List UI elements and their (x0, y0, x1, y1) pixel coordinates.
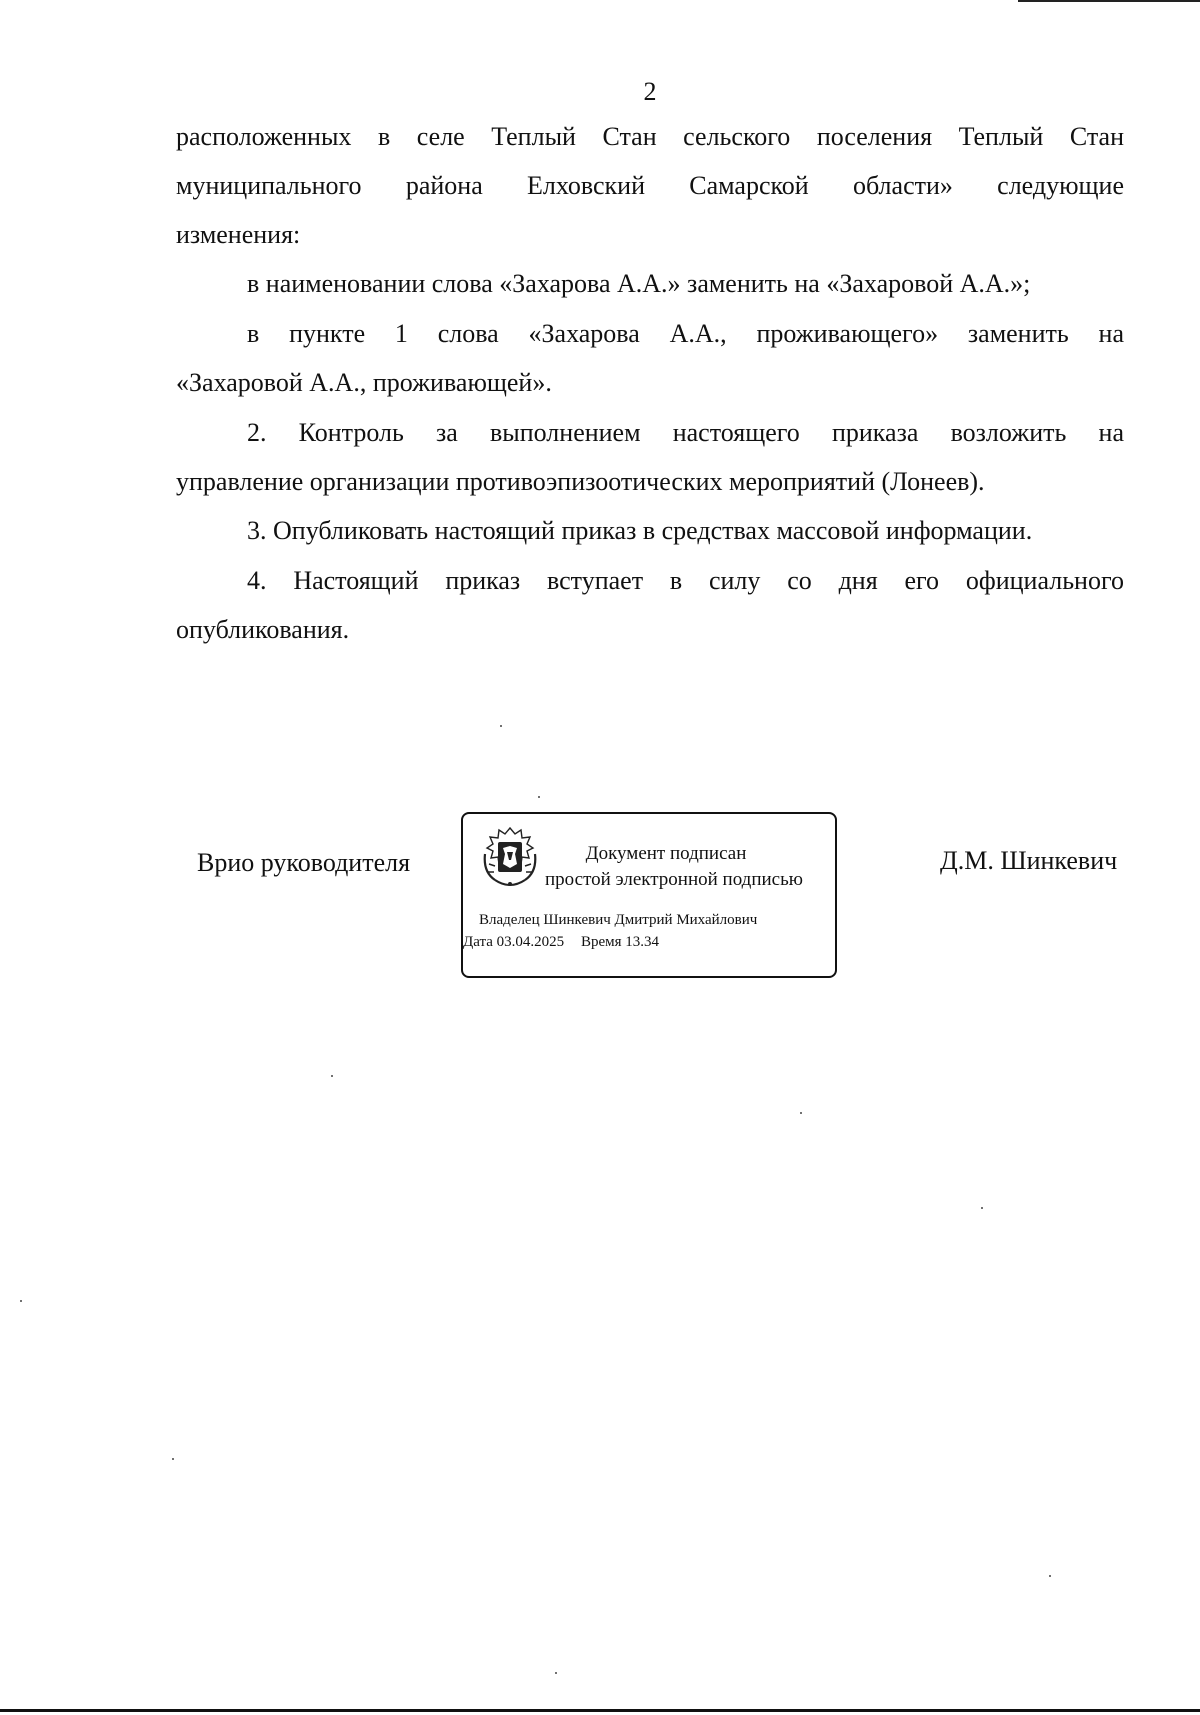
stamp-owner: Владелец Шинкевич Дмитрий Михайлович (479, 912, 758, 928)
page-number: 2 (643, 77, 657, 106)
scan-speck (20, 1300, 22, 1302)
body-line: опубликования. (176, 615, 350, 644)
scan-speck (800, 1112, 802, 1114)
body-line: в наименовании слова «Захарова А.А.» заменить на «Захаровой А.А.»; (247, 269, 1031, 298)
scan-speck (1049, 1575, 1051, 1577)
top-edge-rule (1018, 0, 1200, 2)
scan-speck (331, 1075, 333, 1077)
scan-speck (538, 796, 540, 798)
body-line: в пункте 1 слова «Захарова А.А., проживающего» заменить на (247, 319, 1124, 348)
stamp-signed-label: Документ подписан (585, 843, 747, 864)
scan-speck (981, 1207, 983, 1209)
stamp-date: Дата 03.04.2025 (463, 934, 565, 950)
bottom-edge-rule (0, 1709, 1200, 1712)
stamp-time: Время 13.34 (581, 934, 660, 950)
scan-speck (555, 1672, 557, 1674)
electronic-signature-stamp (461, 812, 837, 978)
scan-speck (172, 1458, 174, 1460)
signatory-name: Д.М. Шинкевич (940, 846, 1118, 875)
stamp-signature-type: простой электронной подписью (545, 869, 803, 890)
body-line: «Захаровой А.А., проживающей». (176, 368, 552, 397)
signatory-position: Врио руководителя (197, 848, 411, 877)
body-line: управление организации противоэпизоотических мероприятий (Лонеев). (176, 467, 985, 496)
body-line: 4. Настоящий приказ вступает в силу со дня его официального (247, 566, 1124, 595)
scan-speck (500, 725, 502, 727)
body-line: 3. Опубликовать настоящий приказ в средствах массовой информации. (247, 516, 1033, 545)
body-line: расположенных в селе Теплый Стан сельского поселения Теплый Стан (176, 122, 1124, 151)
body-line: изменения: (176, 220, 301, 249)
body-line: 2. Контроль за выполнением настоящего приказа возложить на (247, 418, 1124, 447)
body-line: муниципального района Елховский Самарской области» следующие (176, 171, 1124, 200)
